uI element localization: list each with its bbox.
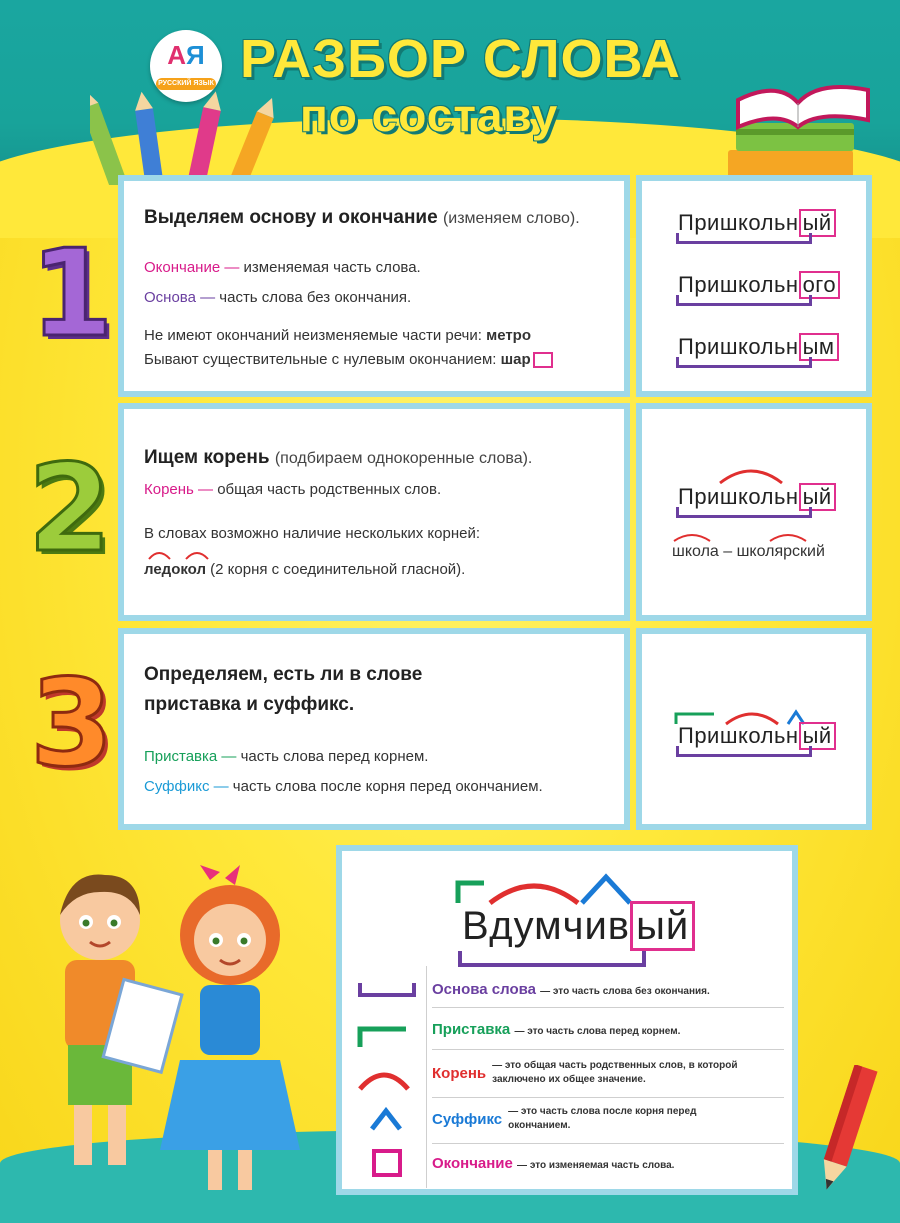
ledokol-example: ледокол: [144, 561, 206, 578]
legend-row-prefix: [432, 1021, 784, 1038]
zero-ending-box: [533, 352, 553, 368]
legend-example-word: [462, 901, 695, 951]
legend-row-suffix: [432, 1105, 784, 1133]
word-stem: Пришкольн: [678, 334, 799, 359]
example3-panel: [636, 628, 872, 830]
note1-text: Не имеют окончаний неизменяемые части речи:: [144, 327, 482, 344]
stem-bracket: [676, 295, 812, 306]
red-pencil-illustration: [812, 1065, 882, 1195]
word-ending: ый: [630, 901, 695, 951]
legend-term: Приставка: [432, 1021, 511, 1038]
page-title-line1: РАЗБОР СЛОВА: [240, 29, 681, 89]
stem-bracket: [676, 357, 812, 368]
related-words: школа – школярский: [672, 543, 825, 560]
def-stem-term: Основа —: [144, 289, 216, 306]
step2-def-root: [144, 481, 441, 498]
legend-stem-bracket: [458, 951, 646, 967]
word-ending: ым: [799, 333, 839, 361]
step1-heading-note: (изменяем слово).: [442, 210, 580, 227]
def-ending-term: Окончание —: [144, 259, 240, 276]
legend-term: Окончание: [432, 1155, 513, 1172]
legend-desc: — это часть слова без окончания.: [540, 986, 710, 997]
page-title-line2: по составу: [300, 89, 559, 141]
note2-text: Бывают существительные с нулевым окончанием:: [144, 351, 497, 368]
legend-row-stem: [432, 981, 784, 998]
def-ending-text: изменяемая часть слова.: [243, 259, 421, 276]
legend-term: Корень: [432, 1064, 487, 1082]
word-ending: ый: [799, 209, 836, 237]
step1-note2: [144, 351, 553, 368]
children-illustration: [30, 860, 330, 1210]
word-ending: ый: [799, 483, 836, 511]
step1-heading: [144, 207, 580, 229]
books-illustration: [718, 45, 888, 185]
example1-panel: [636, 175, 872, 397]
legend-row-ending: [432, 1155, 784, 1172]
def-root-text: общая часть родственных слов.: [217, 481, 442, 498]
logo-letter-ya: Я: [186, 40, 205, 70]
legend-desc: — это часть слова после корня перед окончанием.: [508, 1106, 697, 1131]
def-prefix-term: Приставка —: [144, 748, 237, 765]
step1-def-ending: [144, 259, 421, 276]
step2-heading: [144, 447, 532, 469]
step-number-1: 1: [30, 225, 114, 364]
word-stem: Пришкольн: [678, 484, 799, 509]
word-ending: ого: [799, 271, 841, 299]
step2-heading-note: (подбираем однокоренные слова).: [274, 450, 533, 467]
def-prefix-text: часть слова перед корнем.: [240, 748, 429, 765]
logo-letter-a: А: [167, 40, 187, 70]
word-stem: Пришкольн: [678, 272, 799, 297]
legend-term: Основа слова: [432, 981, 536, 998]
step3-def-suffix: [144, 778, 543, 795]
legend-desc: — это общая часть родственных слов, в которой заключено их общее значение.: [492, 1060, 738, 1085]
legend-desc: — это изменяемая часть слова.: [517, 1160, 675, 1171]
step2-note2: [144, 561, 465, 578]
example2-panel: [636, 403, 872, 621]
def-suffix-text: часть слова после корня перед окончанием.: [232, 778, 543, 795]
ledokol-note: (2 корня с соединительной гласной).: [210, 561, 466, 578]
brand-logo: [150, 30, 222, 102]
ending-symbol-icon: [372, 1149, 402, 1177]
step1-panel: [118, 175, 630, 397]
legend-card: [336, 845, 798, 1195]
def-suffix-term: Суффикс —: [144, 778, 229, 795]
word-ending: ый: [799, 722, 836, 750]
def-root-term: Корень —: [144, 481, 214, 498]
legend-term: Суффикс: [432, 1110, 503, 1128]
note2-example: шар: [500, 351, 531, 368]
stem-bracket: [676, 507, 812, 518]
step3-def-prefix: [144, 748, 428, 765]
step1-heading-text: Выделяем основу и окончание: [144, 207, 438, 228]
step1-note1: [144, 327, 531, 344]
def-stem-text: часть слова без окончания.: [219, 289, 412, 306]
legend-divider: [432, 1097, 784, 1098]
step-number-2: 2: [28, 440, 112, 579]
root-symbol-icon: [356, 1065, 412, 1091]
ledokol-root-arcs: [146, 547, 216, 561]
legend-divider: [432, 1143, 784, 1144]
legend-desc: — это часть слова перед корнем.: [514, 1026, 681, 1037]
legend-divider-vertical: [426, 966, 427, 1188]
suffix-symbol-icon: [368, 1105, 404, 1133]
word-stem: Пришкольн: [678, 723, 799, 748]
note1-example: метро: [486, 327, 532, 344]
prefix-symbol-icon: [356, 1023, 412, 1049]
stem-bracket: [676, 233, 812, 244]
word-stem: Вдумчив: [462, 904, 631, 948]
legend-divider: [432, 1049, 784, 1050]
step2-heading-text: Ищем корень: [144, 447, 270, 468]
step3-heading-line1: Определяем, есть ли в слове: [144, 664, 423, 685]
step2-panel: [118, 403, 630, 621]
step3-panel: [118, 628, 630, 830]
step1-def-stem: [144, 289, 411, 306]
legend-row-root: [432, 1059, 784, 1087]
stem-bracket: [676, 746, 812, 757]
step-number-3: 3: [30, 655, 114, 794]
logo-subtitle: РУССКИЙ ЯЗЫК: [156, 78, 216, 90]
stem-symbol-icon: [358, 983, 416, 997]
related-root-arcs: [672, 529, 822, 543]
word-stem: Пришкольн: [678, 210, 799, 235]
step2-note1: В словах возможно наличие нескольких корней:: [144, 525, 481, 542]
root-arc: [716, 463, 786, 485]
step3-heading-line2: приставка и суффикс.: [144, 694, 355, 715]
legend-divider: [432, 1007, 784, 1008]
pencils-illustration: [90, 90, 280, 185]
